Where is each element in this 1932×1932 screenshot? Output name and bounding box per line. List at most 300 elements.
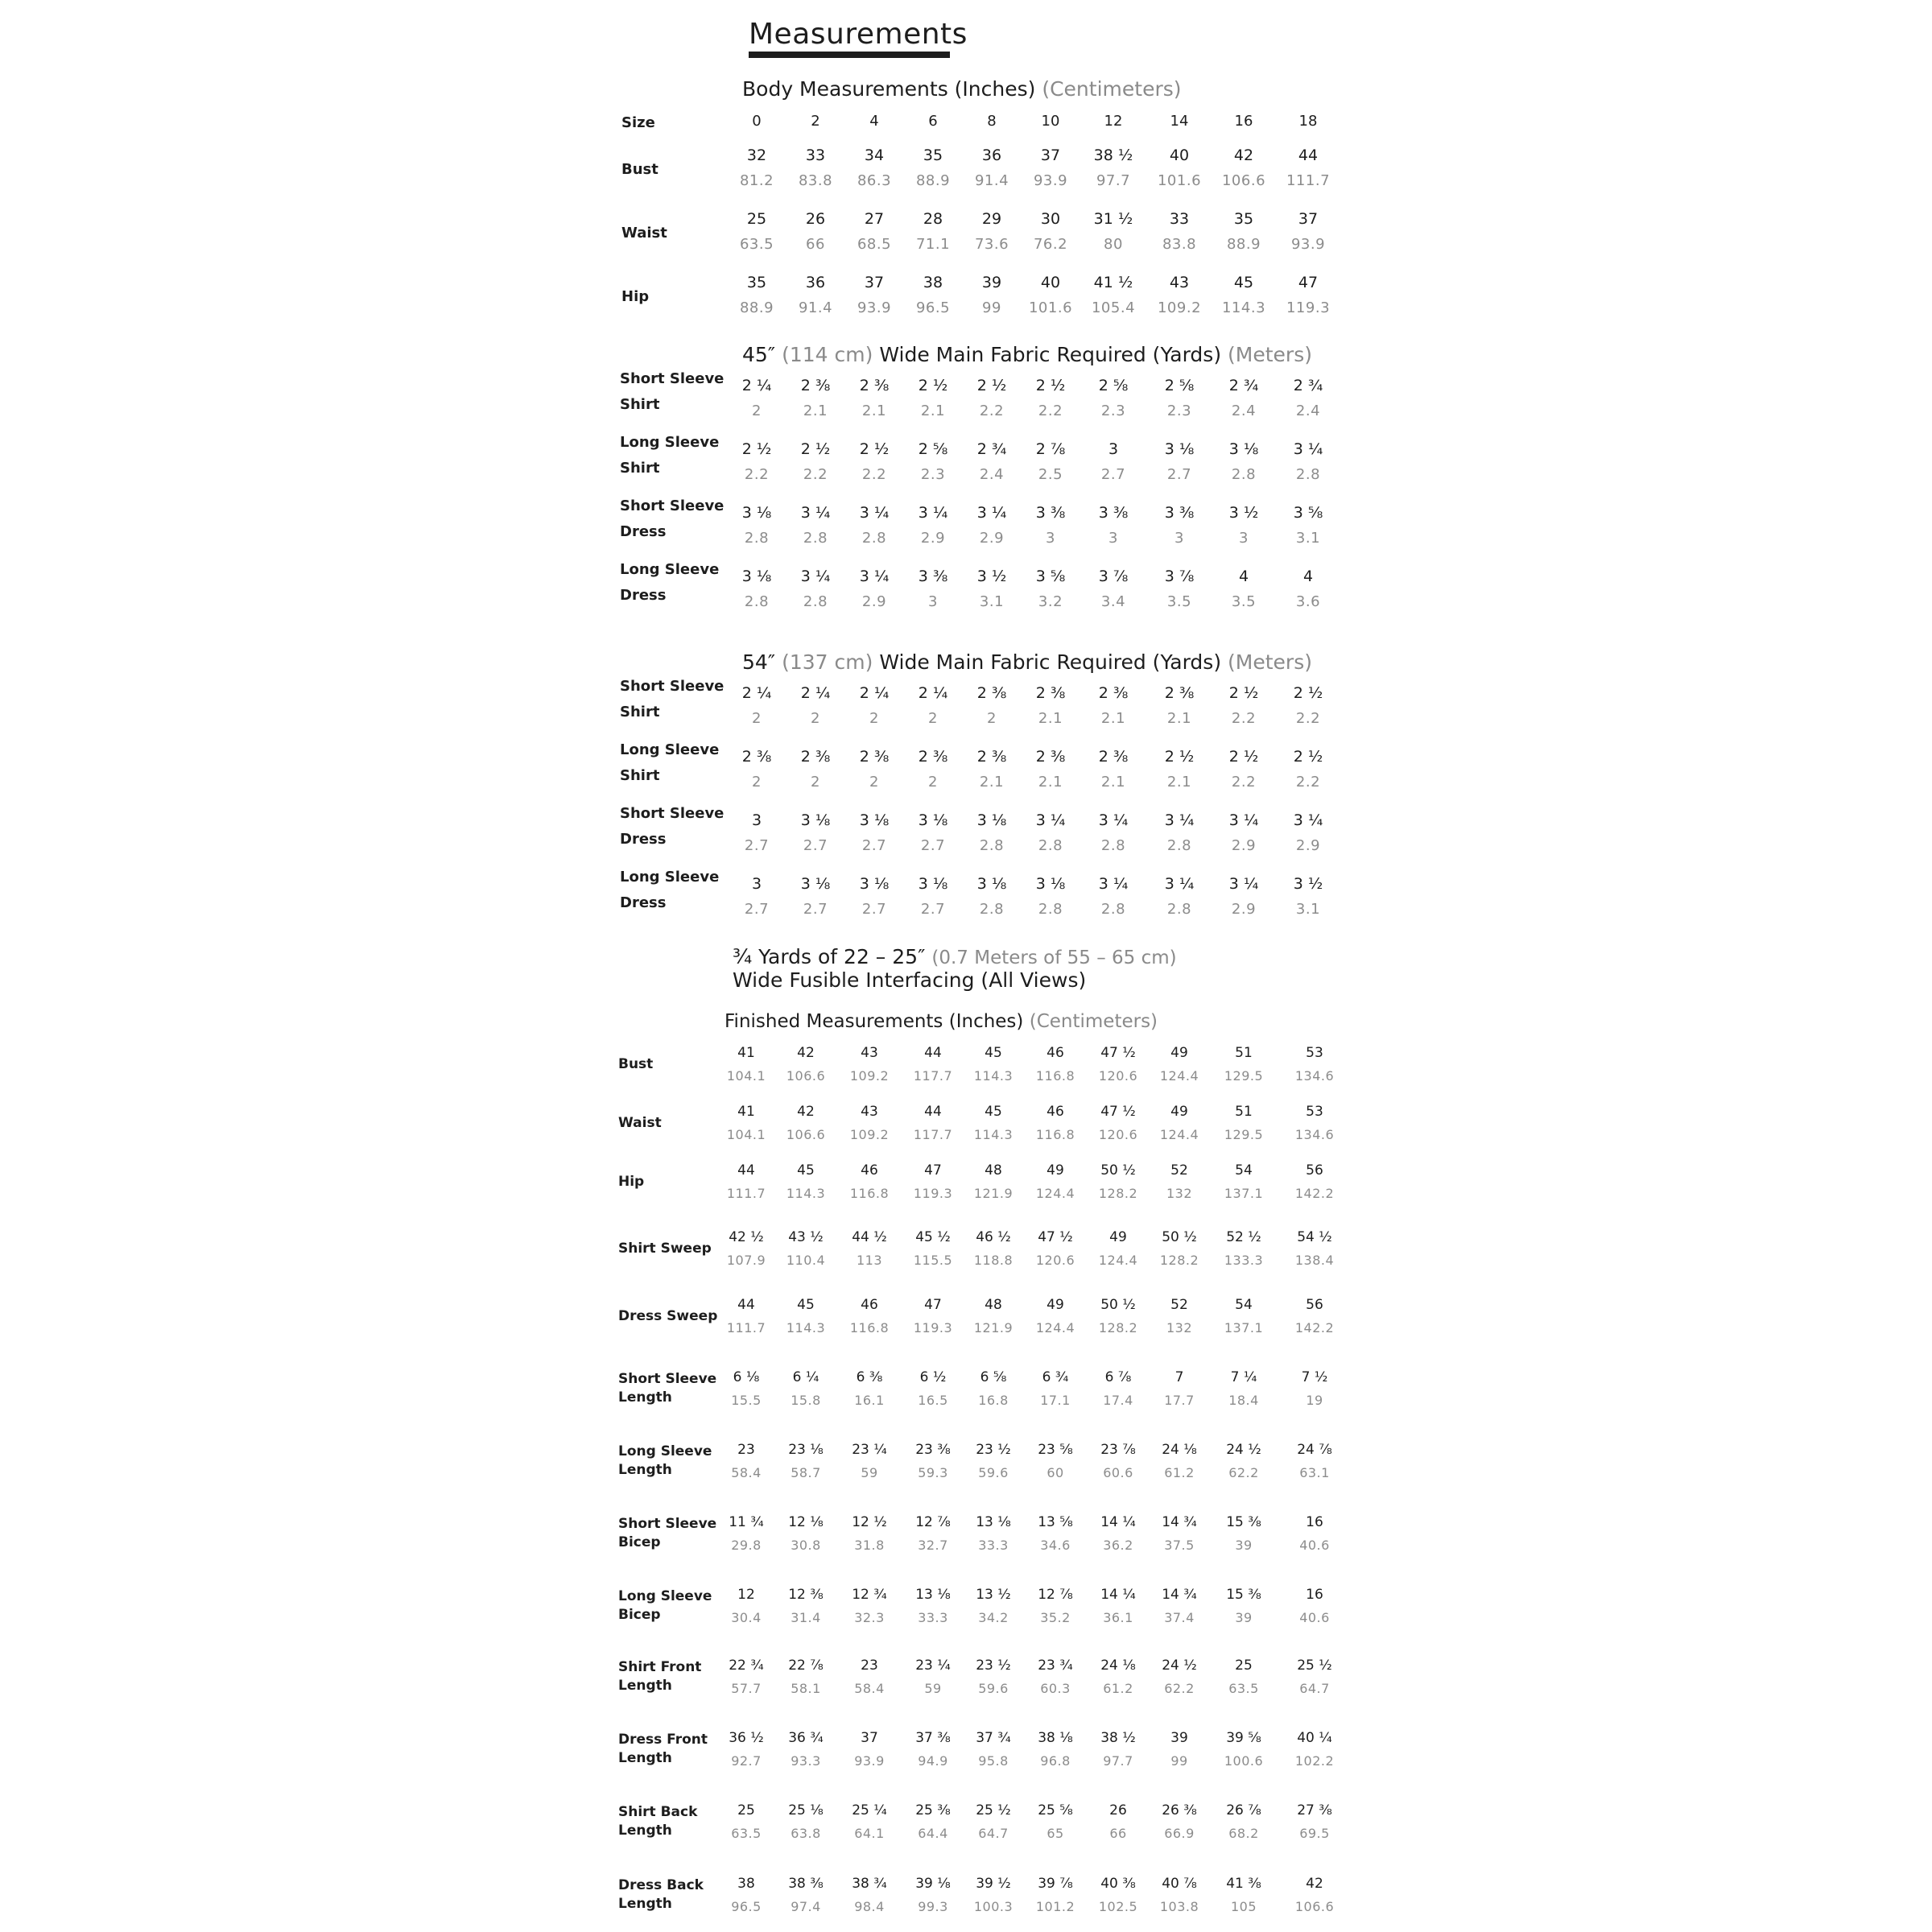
value-inches: 38 ½: [1093, 147, 1133, 164]
value-centimeters: 96.5: [915, 299, 951, 316]
value-centimeters: 101.6: [1157, 172, 1202, 189]
value-inches: 32: [746, 147, 767, 164]
value-centimeters: 3.6: [1295, 593, 1321, 610]
value-centimeters: 2.8: [1231, 466, 1257, 483]
value-centimeters: 3: [928, 593, 938, 610]
value-centimeters: 2.2: [1295, 774, 1321, 791]
value-inches: 26: [805, 210, 826, 228]
value-inches: 12 ½: [852, 1514, 887, 1530]
value-inches: 37: [1298, 210, 1319, 228]
value-centimeters: 111.7: [726, 1186, 766, 1201]
row-label: Shirt Back: [618, 1804, 698, 1820]
value-centimeters: 60.3: [1040, 1681, 1071, 1696]
value-centimeters: 2: [811, 710, 820, 727]
value-centimeters: 2.1: [979, 774, 1005, 791]
value-centimeters: 2.9: [861, 593, 887, 610]
value-centimeters: 137.1: [1224, 1186, 1264, 1201]
body-measurements-heading: [742, 77, 1182, 101]
value-inches: 35: [746, 274, 767, 291]
value-centimeters: 124.4: [1098, 1253, 1138, 1268]
row-label: Dress: [620, 831, 667, 848]
value-centimeters: 96.8: [1040, 1753, 1071, 1769]
value-centimeters: 106.6: [1294, 1899, 1335, 1914]
value-inches: 25 ⅝: [1038, 1802, 1073, 1818]
value-inches: 41 ⅜: [1226, 1876, 1261, 1892]
value-inches: 2 ⅜: [1098, 748, 1129, 766]
value-centimeters: 2.8: [1038, 901, 1063, 918]
value-centimeters: 88.9: [1226, 236, 1261, 253]
value-inches: 3 ¼: [800, 504, 831, 522]
value-centimeters: 97.7: [1103, 1753, 1133, 1769]
value-inches: 45: [985, 1045, 1002, 1061]
value-centimeters: 2.7: [861, 901, 887, 918]
value-inches: 34: [864, 147, 885, 164]
value-centimeters: 132: [1166, 1320, 1193, 1335]
value-centimeters: 73.6: [974, 236, 1009, 253]
value-centimeters: 37.4: [1164, 1610, 1195, 1625]
value-inches: 3 ¼: [1098, 875, 1129, 893]
value-centimeters: 91.4: [974, 172, 1009, 189]
value-centimeters: 2.8: [1038, 837, 1063, 854]
value-centimeters: 36.2: [1103, 1538, 1133, 1553]
value-centimeters: 107.9: [726, 1253, 766, 1268]
value-inches: 3 ⅜: [918, 568, 948, 585]
value-centimeters: 2.8: [1295, 466, 1321, 483]
row-label: Bicep: [618, 1607, 661, 1623]
value-centimeters: 97.7: [1096, 172, 1131, 189]
value-inches: 2 ⅝: [1098, 377, 1129, 394]
value-centimeters: 2.8: [1166, 901, 1192, 918]
value-inches: 3 ⅜: [1098, 504, 1129, 522]
value-inches: 44: [924, 1104, 942, 1120]
value-centimeters: 129.5: [1224, 1127, 1264, 1142]
size-cell: 18: [1298, 113, 1318, 130]
value-centimeters: 119.3: [913, 1186, 953, 1201]
row-label: Length: [618, 1896, 672, 1912]
value-inches: 2 ⅜: [1098, 684, 1129, 702]
value-inches: 14 ¾: [1162, 1587, 1197, 1603]
value-centimeters: 66.9: [1164, 1826, 1195, 1841]
value-inches: 6 ¾: [1042, 1369, 1069, 1385]
value-inches: 52: [1170, 1297, 1188, 1313]
value-inches: 38 ⅜: [788, 1876, 824, 1892]
value-centimeters: 116.8: [1035, 1068, 1075, 1084]
value-centimeters: 3: [1046, 530, 1055, 547]
value-inches: 3 ⅞: [1098, 568, 1129, 585]
value-inches: 3 ⅛: [918, 811, 948, 829]
value-centimeters: 2.5: [1038, 466, 1063, 483]
value-centimeters: 129.5: [1224, 1068, 1264, 1084]
value-centimeters: 2: [869, 710, 879, 727]
value-centimeters: 124.4: [1035, 1186, 1075, 1201]
value-centimeters: 58.7: [791, 1465, 821, 1480]
value-centimeters: 64.1: [854, 1826, 885, 1841]
value-centimeters: 100.6: [1224, 1753, 1264, 1769]
fabric-45-width-cm: (114 cm): [782, 343, 873, 366]
row-label: Long Sleeve: [620, 869, 720, 886]
value-centimeters: 61.2: [1103, 1681, 1133, 1696]
value-centimeters: 116.8: [849, 1320, 890, 1335]
value-inches: 3 ¼: [918, 504, 948, 522]
value-centimeters: 2.2: [1231, 774, 1257, 791]
finished-heading-alt: (Centimeters): [1029, 1011, 1158, 1032]
value-centimeters: 69.5: [1299, 1826, 1330, 1841]
fabric-54-unit-alt: (Meters): [1228, 650, 1312, 674]
value-inches: 39 ½: [976, 1876, 1011, 1892]
value-centimeters: 15.5: [731, 1393, 762, 1408]
value-inches: 25: [737, 1802, 755, 1818]
value-inches: 3: [751, 875, 762, 893]
value-inches: 54: [1235, 1297, 1253, 1313]
row-label: Hip: [618, 1174, 645, 1190]
value-centimeters: 93.9: [857, 299, 892, 316]
value-centimeters: 2.7: [861, 837, 887, 854]
value-inches: 2 ¾: [1293, 377, 1323, 394]
value-inches: 2 ½: [1293, 684, 1323, 702]
row-label: Dress Back: [618, 1877, 704, 1893]
value-inches: 45: [797, 1297, 815, 1313]
value-inches: 2 ½: [1228, 748, 1259, 766]
fabric-54-width: 54″: [742, 650, 776, 674]
value-inches: 25 ½: [976, 1802, 1011, 1818]
value-inches: 2 ¼: [918, 684, 948, 702]
value-inches: 36 ¾: [788, 1730, 824, 1746]
value-centimeters: 2.3: [1100, 402, 1126, 419]
value-inches: 39 ⅛: [915, 1876, 951, 1892]
value-inches: 47 ½: [1038, 1229, 1073, 1245]
title-underline: [749, 52, 950, 58]
value-centimeters: 83.8: [1162, 236, 1197, 253]
value-centimeters: 71.1: [915, 236, 951, 253]
value-inches: 13 ⅛: [976, 1514, 1011, 1530]
value-inches: 3 ⅜: [1164, 504, 1195, 522]
value-inches: 25 ⅛: [788, 1802, 824, 1818]
value-inches: 7 ¼: [1230, 1369, 1257, 1385]
value-inches: 3 ⅛: [918, 875, 948, 893]
value-centimeters: 132: [1166, 1186, 1193, 1201]
value-inches: 2 ½: [976, 377, 1007, 394]
value-inches: 3 ¼: [1293, 811, 1323, 829]
value-centimeters: 2.9: [920, 530, 946, 547]
value-inches: 3 ⅛: [800, 811, 831, 829]
value-inches: 23 ⅜: [915, 1442, 951, 1458]
value-centimeters: 2.4: [1231, 402, 1257, 419]
value-centimeters: 99.3: [918, 1899, 948, 1914]
value-centimeters: 62.2: [1228, 1465, 1259, 1480]
value-centimeters: 64.4: [918, 1826, 948, 1841]
value-centimeters: 101.6: [1028, 299, 1073, 316]
value-centimeters: 2.8: [979, 837, 1005, 854]
value-centimeters: 19: [1306, 1393, 1323, 1408]
value-centimeters: 117.7: [913, 1068, 953, 1084]
value-centimeters: 63.5: [731, 1826, 762, 1841]
value-centimeters: 115.5: [913, 1253, 953, 1268]
value-inches: 23 ¼: [915, 1657, 951, 1674]
value-inches: 46: [1046, 1104, 1064, 1120]
value-inches: 2 ⅜: [741, 748, 772, 766]
value-inches: 3 ¼: [859, 504, 890, 522]
value-centimeters: 2: [869, 774, 879, 791]
value-inches: 2 ⅜: [1164, 684, 1195, 702]
value-centimeters: 3.5: [1166, 593, 1192, 610]
value-centimeters: 120.6: [1098, 1068, 1138, 1084]
value-inches: 3 ⅛: [800, 875, 831, 893]
value-centimeters: 66: [1109, 1826, 1127, 1841]
value-centimeters: 114.3: [973, 1127, 1013, 1142]
value-centimeters: 91.4: [798, 299, 833, 316]
value-inches: 23 ⅛: [788, 1442, 824, 1458]
value-inches: 11 ¾: [729, 1514, 764, 1530]
value-inches: 14 ¾: [1162, 1514, 1197, 1530]
value-inches: 39 ⅞: [1038, 1876, 1073, 1892]
value-centimeters: 2.1: [920, 402, 946, 419]
value-centimeters: 33.3: [978, 1538, 1009, 1553]
value-inches: 2 ⅞: [1035, 440, 1066, 458]
value-inches: 38: [923, 274, 943, 291]
value-centimeters: 17.7: [1164, 1393, 1195, 1408]
value-inches: 12 ⅜: [788, 1587, 824, 1603]
value-centimeters: 17.4: [1103, 1393, 1133, 1408]
value-centimeters: 109.2: [1157, 299, 1202, 316]
value-centimeters: 124.4: [1159, 1127, 1199, 1142]
value-centimeters: 2.3: [1166, 402, 1192, 419]
value-centimeters: 128.2: [1098, 1186, 1138, 1201]
value-centimeters: 120.6: [1035, 1253, 1075, 1268]
value-centimeters: 116.8: [1035, 1127, 1075, 1142]
value-inches: 47: [1298, 274, 1319, 291]
value-inches: 45: [797, 1162, 815, 1179]
value-inches: 2 ½: [859, 440, 890, 458]
value-centimeters: 104.1: [726, 1127, 766, 1142]
interfacing-line-2: Wide Fusible Interfacing (All Views): [733, 968, 1087, 992]
value-centimeters: 17.1: [1040, 1393, 1071, 1408]
value-centimeters: 2.1: [861, 402, 887, 419]
value-inches: 7 ½: [1301, 1369, 1328, 1385]
value-inches: 24 ½: [1226, 1442, 1261, 1458]
value-centimeters: 2.7: [803, 837, 828, 854]
value-centimeters: 121.9: [973, 1320, 1013, 1335]
value-centimeters: 2.8: [979, 901, 1005, 918]
size-cell: 0: [752, 113, 762, 130]
row-label: Length: [618, 1678, 672, 1694]
value-centimeters: 2.1: [803, 402, 828, 419]
value-inches: 52 ½: [1226, 1229, 1261, 1245]
value-inches: 50 ½: [1100, 1297, 1136, 1313]
value-inches: 25 ¼: [852, 1802, 887, 1818]
value-centimeters: 57.7: [731, 1681, 762, 1696]
value-inches: 37 ¾: [976, 1730, 1011, 1746]
value-inches: 35: [1233, 210, 1254, 228]
value-inches: 27: [864, 210, 885, 228]
value-centimeters: 2.8: [803, 593, 828, 610]
size-cell: 12: [1104, 113, 1123, 130]
value-centimeters: 2.7: [803, 901, 828, 918]
value-centimeters: 2.8: [744, 593, 770, 610]
value-centimeters: 30.8: [791, 1538, 821, 1553]
value-centimeters: 96.5: [731, 1899, 762, 1914]
value-inches: 30: [1040, 210, 1061, 228]
value-centimeters: 2.9: [979, 530, 1005, 547]
value-inches: 37: [1040, 147, 1061, 164]
value-inches: 43 ½: [788, 1229, 824, 1245]
value-centimeters: 2.1: [1100, 710, 1126, 727]
value-inches: 47: [924, 1162, 942, 1179]
value-inches: 13 ½: [976, 1587, 1011, 1603]
size-label: Size: [621, 114, 655, 131]
value-centimeters: 63.8: [791, 1826, 821, 1841]
value-centimeters: 30.4: [731, 1610, 762, 1625]
value-inches: 38 ¾: [852, 1876, 887, 1892]
row-label: Shirt: [620, 704, 660, 720]
value-inches: 3 ⅛: [859, 811, 890, 829]
value-inches: 22 ¾: [729, 1657, 764, 1674]
value-centimeters: 3.1: [1295, 901, 1321, 918]
value-centimeters: 142.2: [1294, 1186, 1335, 1201]
value-inches: 3 ⅞: [1164, 568, 1195, 585]
value-inches: 2 ⅜: [800, 377, 831, 394]
value-centimeters: 83.8: [798, 172, 833, 189]
value-inches: 2 ⅜: [859, 748, 890, 766]
value-inches: 3 ¼: [1293, 440, 1323, 458]
value-centimeters: 2.4: [979, 466, 1005, 483]
value-centimeters: 3: [1174, 530, 1184, 547]
row-label: Waist: [618, 1115, 662, 1131]
row-label: Dress: [620, 523, 667, 540]
value-centimeters: 2.8: [861, 530, 887, 547]
value-centimeters: 128.2: [1098, 1320, 1138, 1335]
value-inches: 6 ⅛: [733, 1369, 760, 1385]
value-centimeters: 64.7: [978, 1826, 1009, 1841]
value-centimeters: 102.2: [1294, 1753, 1335, 1769]
value-inches: 38: [737, 1876, 755, 1892]
value-centimeters: 105.4: [1091, 299, 1136, 316]
value-centimeters: 58.4: [854, 1681, 885, 1696]
value-inches: 46: [1046, 1045, 1064, 1061]
value-inches: 13 ⅝: [1038, 1514, 1073, 1530]
value-inches: 36 ½: [729, 1730, 764, 1746]
value-centimeters: 2.2: [1231, 710, 1257, 727]
value-centimeters: 15.8: [791, 1393, 821, 1408]
value-centimeters: 2.4: [1295, 402, 1321, 419]
row-label: Long Sleeve: [618, 1588, 712, 1604]
value-centimeters: 3.5: [1231, 593, 1257, 610]
value-inches: 16: [1306, 1587, 1323, 1603]
value-centimeters: 2.7: [920, 837, 946, 854]
value-inches: 3 ¼: [976, 504, 1007, 522]
value-inches: 42 ½: [729, 1229, 764, 1245]
value-inches: 2 ⅜: [1035, 748, 1066, 766]
value-inches: 43: [1169, 274, 1190, 291]
row-label: Short Sleeve: [620, 497, 724, 514]
value-centimeters: 88.9: [915, 172, 951, 189]
value-inches: 3 ⅛: [976, 811, 1007, 829]
value-centimeters: 2: [811, 774, 820, 791]
value-inches: 33: [805, 147, 826, 164]
fabric-54-width-cm: (137 cm): [782, 650, 873, 674]
value-inches: 49: [1109, 1229, 1127, 1245]
value-centimeters: 105: [1230, 1899, 1257, 1914]
value-inches: 24 ½: [1162, 1657, 1197, 1674]
value-inches: 50 ½: [1162, 1229, 1197, 1245]
value-centimeters: 100.3: [973, 1899, 1013, 1914]
value-centimeters: 109.2: [849, 1127, 890, 1142]
value-centimeters: 31.8: [854, 1538, 885, 1553]
value-inches: 53: [1306, 1104, 1323, 1120]
row-label: Shirt Front: [618, 1659, 702, 1675]
value-centimeters: 36.1: [1103, 1610, 1133, 1625]
value-inches: 3 ¼: [1035, 811, 1066, 829]
row-label: Shirt: [620, 396, 660, 413]
value-centimeters: 63.5: [1228, 1681, 1259, 1696]
value-centimeters: 3.4: [1100, 593, 1126, 610]
value-centimeters: 113: [856, 1253, 883, 1268]
value-centimeters: 86.3: [857, 172, 892, 189]
fabric-54-heading: [742, 650, 1312, 674]
value-centimeters: 2.7: [920, 901, 946, 918]
value-centimeters: 68.5: [857, 236, 892, 253]
value-inches: 16: [1306, 1514, 1323, 1530]
value-inches: 26 ⅞: [1226, 1802, 1261, 1818]
value-inches: 3: [751, 811, 762, 829]
value-centimeters: 116.8: [849, 1186, 890, 1201]
value-inches: 6 ⅞: [1104, 1369, 1132, 1385]
value-centimeters: 2.7: [1166, 466, 1192, 483]
value-inches: 25 ⅜: [915, 1802, 951, 1818]
value-centimeters: 133.3: [1224, 1253, 1264, 1268]
value-inches: 2 ⅝: [918, 440, 948, 458]
value-inches: 40 ¼: [1297, 1730, 1332, 1746]
value-inches: 3: [1108, 440, 1119, 458]
value-centimeters: 104.1: [726, 1068, 766, 1084]
value-inches: 2 ¼: [741, 684, 772, 702]
value-inches: 51: [1235, 1104, 1253, 1120]
value-centimeters: 2.2: [1295, 710, 1321, 727]
value-centimeters: 63.5: [739, 236, 774, 253]
value-inches: 49: [1046, 1297, 1064, 1313]
value-centimeters: 59.6: [978, 1681, 1009, 1696]
value-inches: 50 ½: [1100, 1162, 1136, 1179]
value-centimeters: 106.6: [786, 1068, 826, 1084]
row-label: Long Sleeve: [620, 741, 720, 758]
row-label: Shirt: [620, 460, 660, 477]
value-centimeters: 2.8: [803, 530, 828, 547]
value-inches: 46: [861, 1162, 878, 1179]
value-centimeters: 34.6: [1040, 1538, 1071, 1553]
value-centimeters: 3: [1239, 530, 1249, 547]
row-label: Long Sleeve: [618, 1443, 712, 1459]
row-label: Bicep: [618, 1534, 661, 1550]
body-heading-alt: (Centimeters): [1042, 77, 1182, 101]
value-inches: 54: [1235, 1162, 1253, 1179]
value-inches: 26 ⅜: [1162, 1802, 1197, 1818]
value-inches: 3 ¼: [1228, 811, 1259, 829]
value-centimeters: 59: [861, 1465, 878, 1480]
value-inches: 22 ⅞: [788, 1657, 824, 1674]
value-inches: 42: [797, 1104, 815, 1120]
value-inches: 3 ½: [976, 568, 1007, 585]
value-inches: 2 ¼: [741, 377, 772, 394]
value-inches: 13 ⅛: [915, 1587, 951, 1603]
value-inches: 44: [1298, 147, 1319, 164]
value-centimeters: 2.7: [1100, 466, 1126, 483]
value-inches: 2 ⅜: [918, 748, 948, 766]
value-centimeters: 93.9: [854, 1753, 885, 1769]
value-inches: 6 ⅝: [980, 1369, 1007, 1385]
value-inches: 3 ¼: [1098, 811, 1129, 829]
value-inches: 49: [1170, 1104, 1188, 1120]
value-inches: 6 ⅜: [856, 1369, 883, 1385]
value-inches: 3 ½: [1293, 875, 1323, 893]
